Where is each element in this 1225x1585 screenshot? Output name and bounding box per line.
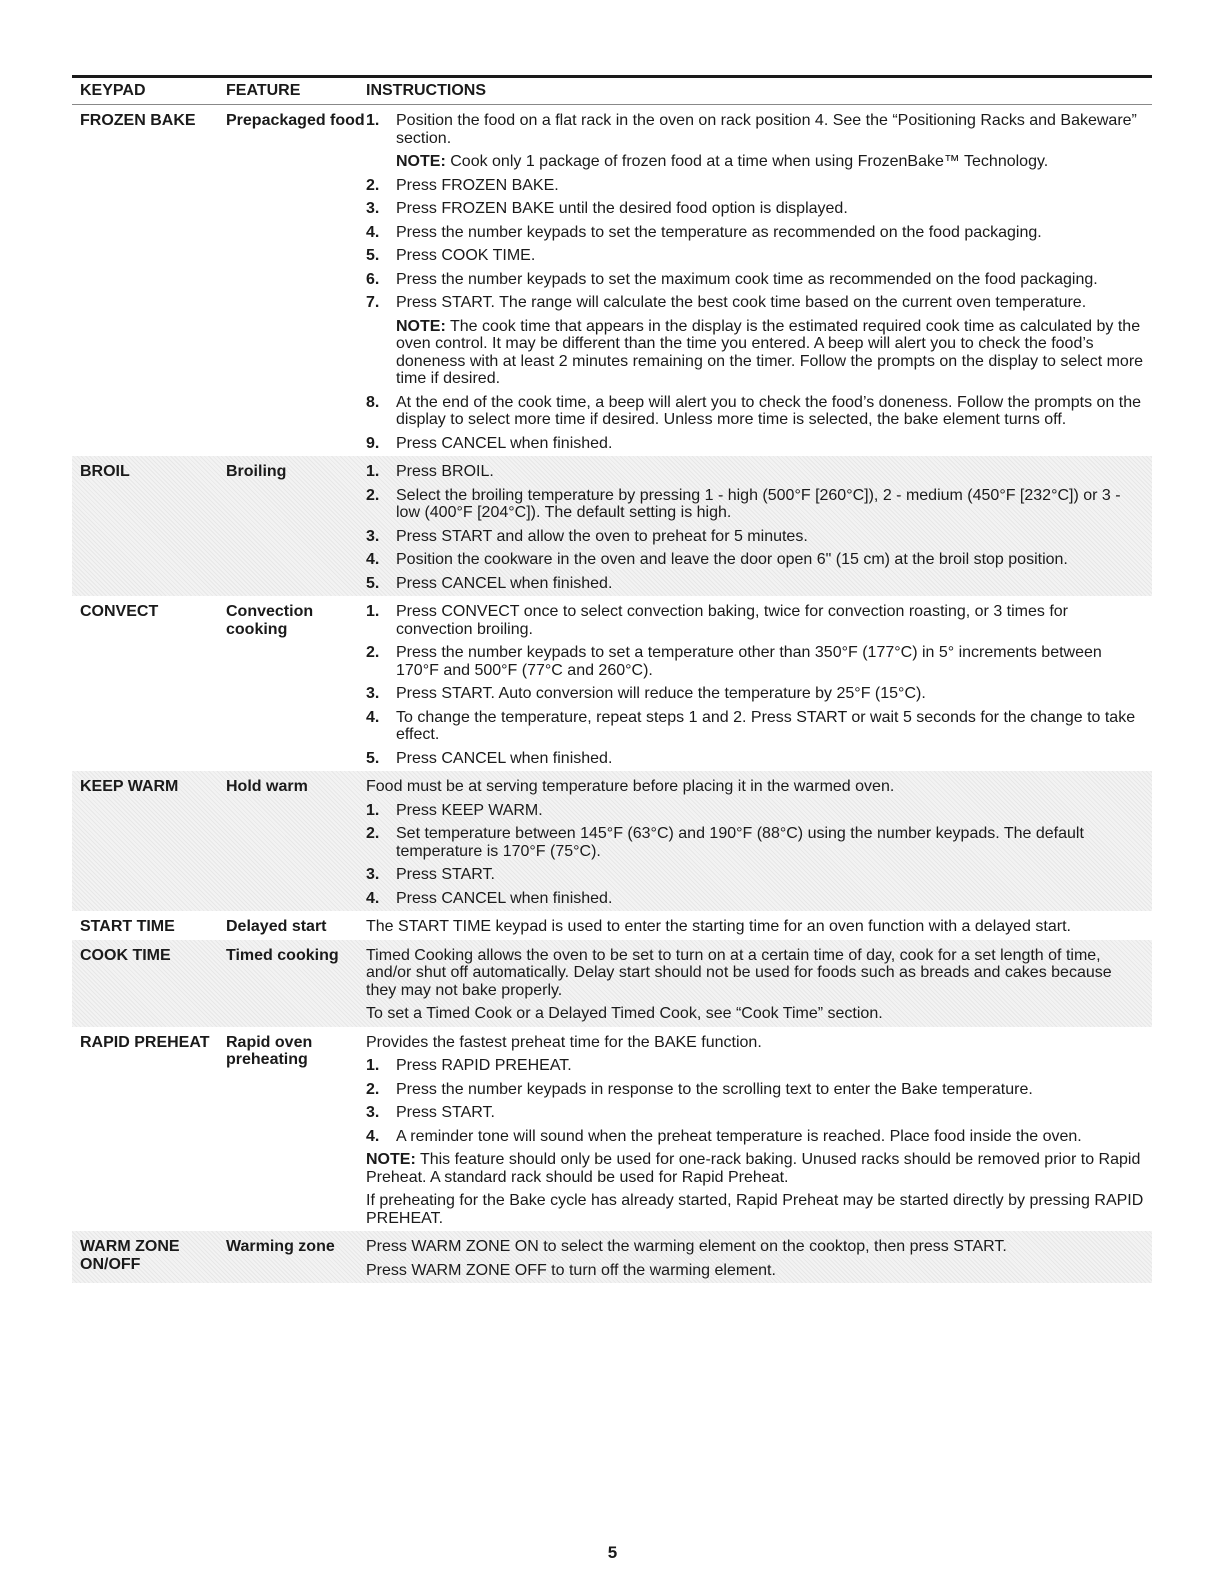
step-text: Press CANCEL when finished. — [396, 749, 613, 767]
keypad-name: RAPID PREHEAT — [80, 1033, 210, 1051]
header-instructions: INSTRUCTIONS — [366, 82, 486, 99]
step-number: 3. — [366, 866, 380, 883]
instructions-cell — [366, 947, 1152, 1023]
instructions-cell — [366, 463, 1152, 592]
header-keypad: KEYPAD — [80, 82, 146, 99]
note-text: The cook time that appears in the display is the estimated required cook time as calculated by the oven control. It may be different than the time you entered. A beep will alert you to check the food’s doneness with at least 2 minutes remaining on the timer. Follow the prompts on the display to select more time if desired. — [396, 317, 1144, 387]
step-text: Press CANCEL when finished. — [396, 574, 613, 592]
table-row — [72, 911, 1152, 940]
table-row — [72, 1231, 1152, 1283]
step-number: 2. — [366, 176, 380, 194]
instructions-cell — [366, 918, 1152, 936]
step-text: Press the number keypads to set the maximum cook time as recommended on the food packaging. — [396, 270, 1098, 288]
note-label: NOTE: — [396, 153, 446, 170]
instruction-step — [366, 551, 1144, 569]
step-text: Press the number keypads to set a temperature other than 350°F (177°C) in 5° increments between 170°F and 500°F (77°C and 260°C). — [396, 644, 1102, 679]
step-text: Press CANCEL when finished. — [396, 434, 613, 452]
step-text: A reminder tone will sound when the preheat temperature is reached. Place food inside the oven. — [396, 1127, 1082, 1145]
instructions-cell — [366, 1034, 1152, 1228]
step-number: 5. — [366, 574, 380, 592]
instruction-step — [366, 750, 1144, 768]
feature-name: Convection cooking — [226, 603, 314, 638]
note — [366, 153, 1144, 171]
keypad-name: WARM ZONE ON/OFF — [80, 1238, 180, 1273]
instructions-cell — [366, 1238, 1152, 1279]
step-number: 5. — [366, 247, 380, 264]
step-number: 3. — [366, 527, 380, 545]
table-row — [72, 940, 1152, 1027]
step-number: 4. — [366, 708, 380, 726]
keypad-name: COOK TIME — [80, 946, 171, 964]
step-number: 1. — [366, 801, 380, 819]
instruction-step — [366, 709, 1144, 744]
table-body — [72, 105, 1152, 1283]
instruction-step — [366, 247, 1144, 265]
header-feature: FEATURE — [226, 82, 301, 99]
instruction-step — [366, 825, 1144, 860]
step-number: 2. — [366, 825, 380, 842]
step-text: Press the number keypads to set the temperature as recommended on the food packaging. — [396, 223, 1042, 241]
feature-name: Rapid oven preheating — [226, 1033, 313, 1068]
keypad-name: KEEP WARM — [80, 778, 179, 795]
instruction-paragraph: Timed Cooking allows the oven to be set to turn on at a certain time of day, cook for a set length of time, and/or shut off automatically. Delay start should not be used for foods such as breads and cakes because they may not bake properly. — [366, 946, 1112, 999]
table-row — [72, 1027, 1152, 1232]
step-number: 8. — [366, 393, 380, 411]
keypad-name: BROIL — [80, 463, 130, 480]
step-text: Set temperature between 145°F (63°C) and 190°F (88°C) using the number keypads. The default temperature is 170°F (75°C). — [396, 825, 1084, 860]
instruction-step — [366, 644, 1144, 679]
step-text: At the end of the cook time, a beep will alert you to check the food’s doneness. Follow the prompts on the display to select more time if desired. Unless more time is selected, the bake element turns off. — [396, 393, 1142, 428]
instruction-step — [366, 177, 1144, 195]
step-text: To change the temperature, repeat steps 1 and 2. Press START or wait 5 seconds for the change to take effect. — [396, 708, 1136, 743]
note — [366, 1151, 1144, 1186]
step-text: Press BROIL. — [396, 463, 494, 480]
step-number: 4. — [366, 1127, 380, 1145]
instruction-step — [366, 200, 1144, 218]
feature-name: Prepackaged food — [226, 112, 365, 129]
step-text: Press CANCEL when finished. — [396, 889, 613, 907]
instruction-paragraph: Food must be at serving temperature before placing it in the warmed oven. — [366, 778, 895, 795]
step-number: 2. — [366, 1080, 380, 1098]
step-number: 6. — [366, 270, 380, 288]
instruction-paragraph: The START TIME keypad is used to enter the starting time for an oven function with a delayed start. — [366, 918, 1071, 935]
step-number: 1. — [366, 463, 380, 480]
step-number: 9. — [366, 434, 380, 452]
instruction-step — [366, 294, 1144, 312]
step-number: 2. — [366, 486, 380, 504]
instruction-paragraph: Provides the fastest preheat time for the BAKE function. — [366, 1033, 762, 1051]
instruction-step — [366, 603, 1144, 638]
page-number: 5 — [607, 1543, 618, 1562]
instruction-step — [366, 1081, 1144, 1099]
instruction-step — [366, 802, 1144, 820]
step-number: 4. — [366, 223, 380, 241]
step-text: Press CONVECT once to select convection baking, twice for convection roasting, or 3 times for convection broiling. — [396, 603, 1068, 638]
step-text: Press COOK TIME. — [396, 247, 536, 264]
instruction-step — [366, 112, 1144, 147]
step-text: Press START. Auto conversion will reduce the temperature by 25°F (15°C). — [396, 685, 926, 702]
feature-name: Broiling — [226, 463, 287, 480]
table-row — [72, 456, 1152, 596]
feature-name: Hold warm — [226, 778, 308, 795]
instruction-paragraph: To set a Timed Cook or a Delayed Timed Cook, see “Cook Time” section. — [366, 1005, 883, 1022]
instruction-step — [366, 890, 1144, 908]
instruction-paragraph: Press WARM ZONE ON to select the warming element on the cooktop, then press START. — [366, 1238, 1007, 1255]
step-number: 4. — [366, 551, 380, 568]
step-number: 2. — [366, 644, 380, 661]
instruction-step — [366, 463, 1144, 481]
step-number: 3. — [366, 685, 380, 702]
instruction-step — [366, 685, 1144, 703]
step-text: Position the food on a flat rack in the oven on rack position 4. See the “Positioning Racks and Bakeware” section. — [396, 112, 1137, 147]
step-text: Press START. — [396, 1104, 495, 1121]
note-text: This feature should only be used for one-rack baking. Unused racks should be removed prior to Rapid Preheat. A standard rack should be used for Rapid Preheat. — [366, 1151, 1141, 1186]
table-header — [72, 78, 1152, 105]
step-text: Select the broiling temperature by pressing 1 - high (500°F [260°C]), 2 - medium (450°F [232°C]) or 3 - low (400°F [204°C]). The default setting is high. — [396, 486, 1121, 521]
instruction-step — [366, 1104, 1144, 1122]
step-number: 1. — [366, 1057, 380, 1074]
instruction-step — [366, 224, 1144, 242]
step-number: 3. — [366, 200, 380, 217]
keypad-name: FROZEN BAKE — [80, 112, 196, 129]
note — [366, 318, 1144, 388]
step-text: Press FROZEN BAKE. — [396, 176, 559, 194]
table-row — [72, 771, 1152, 911]
step-text: Press RAPID PREHEAT. — [396, 1057, 572, 1074]
step-text: Press START and allow the oven to preheat for 5 minutes. — [396, 527, 808, 545]
step-number: 3. — [366, 1104, 380, 1121]
step-number: 7. — [366, 294, 380, 311]
step-text: Press the number keypads in response to the scrolling text to enter the Bake temperature. — [396, 1080, 1033, 1098]
instruction-step — [366, 394, 1144, 429]
instruction-step — [366, 1057, 1144, 1075]
note-text: Cook only 1 package of frozen food at a time when using FrozenBake™ Technology. — [450, 153, 1049, 170]
instruction-step — [366, 866, 1144, 884]
feature-name: Timed cooking — [226, 946, 339, 964]
feature-name: Warming zone — [226, 1238, 335, 1255]
step-number: 5. — [366, 749, 380, 767]
table-row — [72, 596, 1152, 771]
instruction-step — [366, 435, 1144, 453]
instruction-step — [366, 528, 1144, 546]
instructions-cell — [366, 603, 1152, 767]
keypad-name: CONVECT — [80, 603, 159, 620]
instruction-step — [366, 575, 1144, 593]
instructions-table — [72, 75, 1152, 1283]
instruction-step — [366, 271, 1144, 289]
table-row — [72, 105, 1152, 456]
step-text: Press KEEP WARM. — [396, 801, 543, 819]
step-number: 4. — [366, 889, 380, 907]
instructions-cell — [366, 112, 1152, 452]
step-text: Press START. The range will calculate the best cook time based on the current oven temperature. — [396, 294, 1087, 311]
instruction-paragraph: Press WARM ZONE OFF to turn off the warming element. — [366, 1261, 776, 1279]
step-text: Press START. — [396, 866, 495, 883]
note-label: NOTE: — [366, 1151, 416, 1168]
step-text: Press FROZEN BAKE until the desired food option is displayed. — [396, 200, 848, 217]
step-number: 1. — [366, 112, 380, 129]
instruction-step — [366, 1128, 1144, 1146]
instructions-cell — [366, 778, 1152, 907]
feature-name: Delayed start — [226, 918, 327, 935]
instruction-step — [366, 487, 1144, 522]
step-number: 1. — [366, 603, 380, 620]
instruction-paragraph: If preheating for the Bake cycle has already started, Rapid Preheat may be started directly by pressing RAPID PREHEAT. — [366, 1192, 1144, 1227]
note-label: NOTE: — [396, 317, 446, 335]
step-text: Position the cookware in the oven and leave the door open 6" (15 cm) at the broil stop position. — [396, 551, 1068, 568]
keypad-name: START TIME — [80, 918, 175, 935]
